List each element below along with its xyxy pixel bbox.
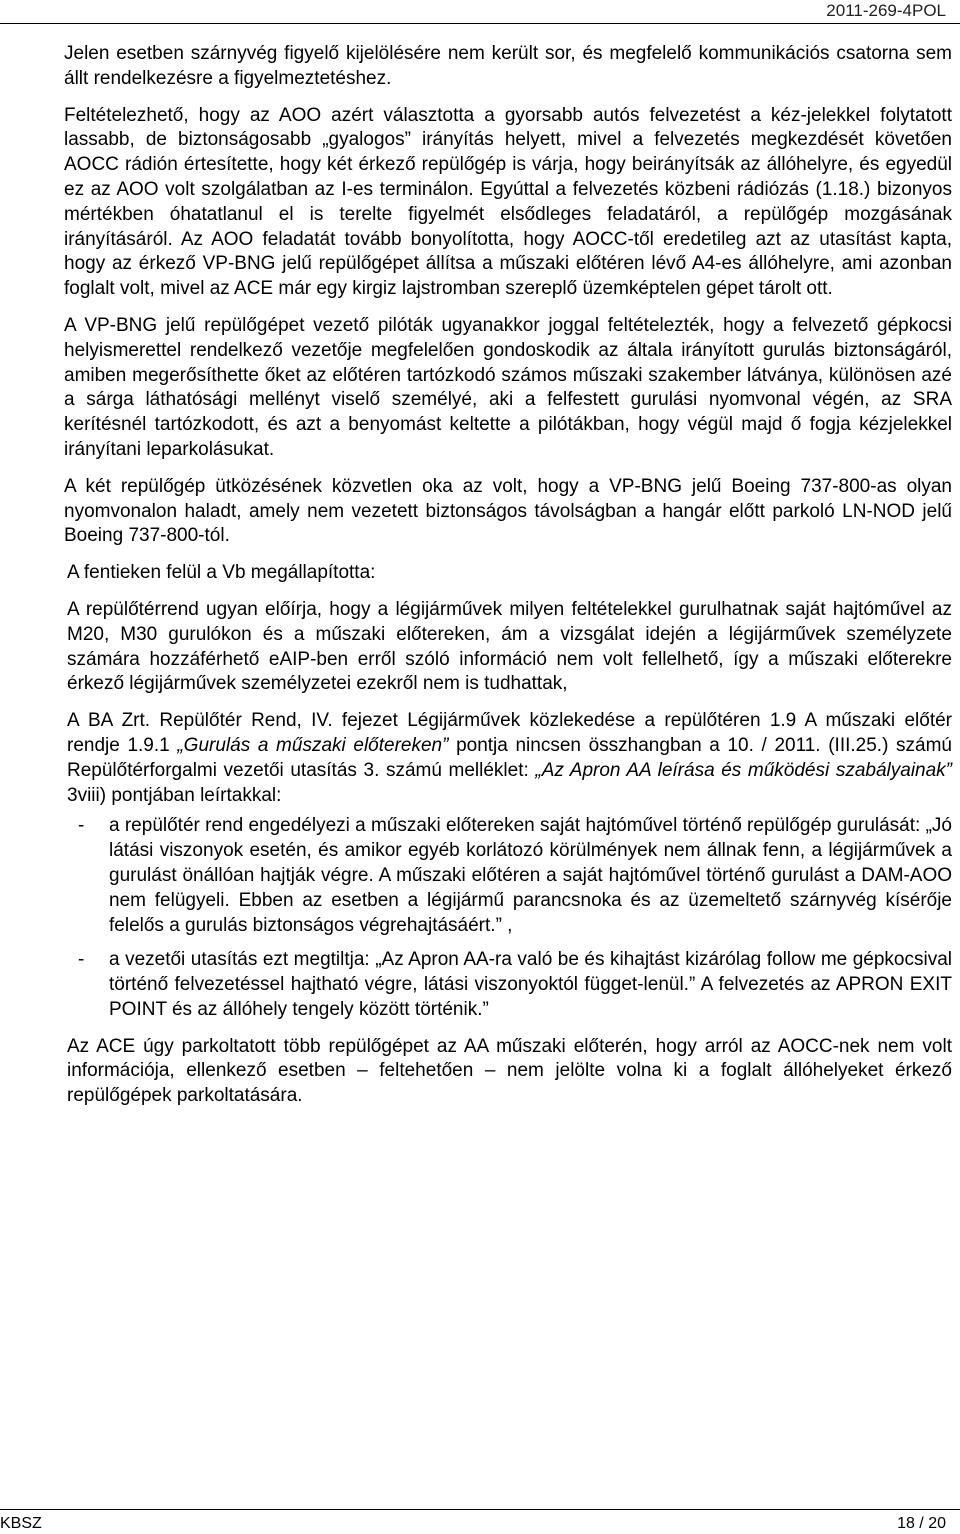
comparison-list [64, 814, 952, 1022]
paragraph-3: A VP-BNG jelű repülőgépet vezető pilóták ugyanakkor joggal feltételezték, hogy a felvezető gépkocsi helyismerettel rendelkező vezetője megfelelően gondoskodik az általa irányított gurulás biztonságáról, amiben megerősíthette őket az előtéren tartózkodó számos műszaki szakember látványa, különösen azé a sárga láthatósági mellényt viselő személyé, aki a felfestett gurulási nyomvonal végén, az SRA kerítésnél tartózkodott, és azt a benyomást keltette a pilótákban, hogy végül majd ő fogja kézjelekkel irányítani leparkolásukat. [64, 314, 952, 460]
finding-2-quote-a: „Gurulás a műszaki előtereken” [177, 734, 449, 756]
paragraph-4: A két repülőgép ütközésének közvetlen oka az volt, hogy a VP-BNG jelű Boeing 737-800-as olyan nyomvonalon haladt, amely nem vezetett biztonságos távolságban a hangár előtt parkoló LN-NOD jelű Boeing 737-800-tól. [64, 475, 952, 547]
header-divider [0, 23, 960, 24]
finding-2-text-c: 3viii) pontjában leírtakkal: [67, 784, 282, 806]
dash-bullet: - [78, 815, 85, 837]
page-number: 18 / 20 [897, 1515, 946, 1532]
dash-bullet: - [78, 949, 85, 971]
finding-2 [64, 709, 952, 808]
list-item [64, 948, 952, 1022]
closing-paragraph: Az ACE úgy parkoltatott több repülőgépet az AA műszaki előterén, hogy arról az AOCC-nek nem volt információja, ellenkező esetben – feltehetően – nem jelölte volna ki a foglalt állóhelyeket érkező repülőgépek parkoltatására. [67, 1035, 952, 1107]
finding-1: A repülőtérrend ugyan előírja, hogy a légijárművek milyen feltételekkel gurulhatnak saját hajtóművel az M20, M30 gurulókon és a műszaki előtereken, ám a vizsgálat idején a légijárművek személyzete számára hozzáférhető eAIP-ben erről szóló információ nem volt fellelhető, így a műszaki előterekre érkező légijárművek személyzetei ezekről nem is tudhattak, [67, 598, 952, 695]
list-item [64, 814, 952, 938]
list-item-text: a vezetői utasítás ezt megtiltja: „Az Apron AA-ra való be és kihajtást kizárólag follow me gépkocsival történő felvezetéssel hajtható végre, látási viszonyoktól függet-lenül.” A felvezetés az APRON EXIT POINT és az állóhely tengely között történik.” [109, 949, 952, 1020]
footer-organization: KBSZ [0, 1515, 42, 1532]
finding-2-text-a: A BA Zrt. Repülőtér Rend, IV. fejezet Légijárművek közlekedése a repülőtéren 1.9 A műszaki előtér rendje 1.9.1 [67, 710, 952, 756]
footer-divider [0, 1509, 960, 1510]
paragraph-1: Jelen esetben szárnyvég figyelő kijelölésére nem került sor, és megfelelő kommunikációs csatorna sem állt rendelkezésre a figyelmeztetéshez. [64, 43, 952, 89]
paragraph-2: Feltételezhető, hogy az AOO azért választotta a gyorsabb autós felvezetést a kéz-jelekkel folytatott lassabb, de biztonságosabb „gyalogos” irányítás helyett, mivel a felvezetés megkezdését követően AOCC rádión értesítette, hogy két érkező repülőgép is várja, hogy beirányítsák az állóhelyre, és egyedül ez az AOO volt szolgálatban az I-es terminálon. Egyúttal a felvezetés közbeni rádiózás (1.18.) bizonyos mértékben óhatatlanul el is terelte figyelmét elsődleges feladatáról, a repülőgép mozgásának irányításáról. Az AOO feladatát tovább bonyolította, hogy AOCC-től eredetileg azt az utasítást kapta, hogy az érkező VP-BNG jelű repülőgépet állítsa a műszaki előtéren lévő A4-es állóhelyre, ami azonban foglalt volt, mivel az ACE már egy kirgiz lajstromban szereplő üzemképtelen gépet tárolt ott. [64, 104, 952, 300]
list-item-text: a repülőtér rend engedélyezi a műszaki előtereken saját hajtóművel történő repülőgép gurulását: „Jó látási viszonyok esetén, és amikor egyéb korlátozó körülmények nem állnak fenn, a légijárművek a gurulást önállóan hajtják végre. A műszaki előtéren a saját hajtóművel történő gurulást a DAM-AOO nem felügyeli. Ebben az esetben a légijármű parancsnoka és az üzemeltető szárnyvég kísérője felelős a gurulás biztonságos végrehajtásáért.” , [109, 815, 952, 936]
finding-2-quote-b: „Az Apron AA leírása és működési szabályainak” [535, 759, 952, 781]
findings-intro: A fentieken felül a Vb megállapította: [67, 562, 376, 584]
document-body [64, 42, 952, 1121]
document-id: 2011-269-4POL [826, 1, 946, 20]
finding-2-text-b: pontja nincsen összhangban a 10. / 2011. (III.25.) számú Repülőtérforgalmi vezetői utasítás 3. számú melléklet: [67, 734, 953, 781]
